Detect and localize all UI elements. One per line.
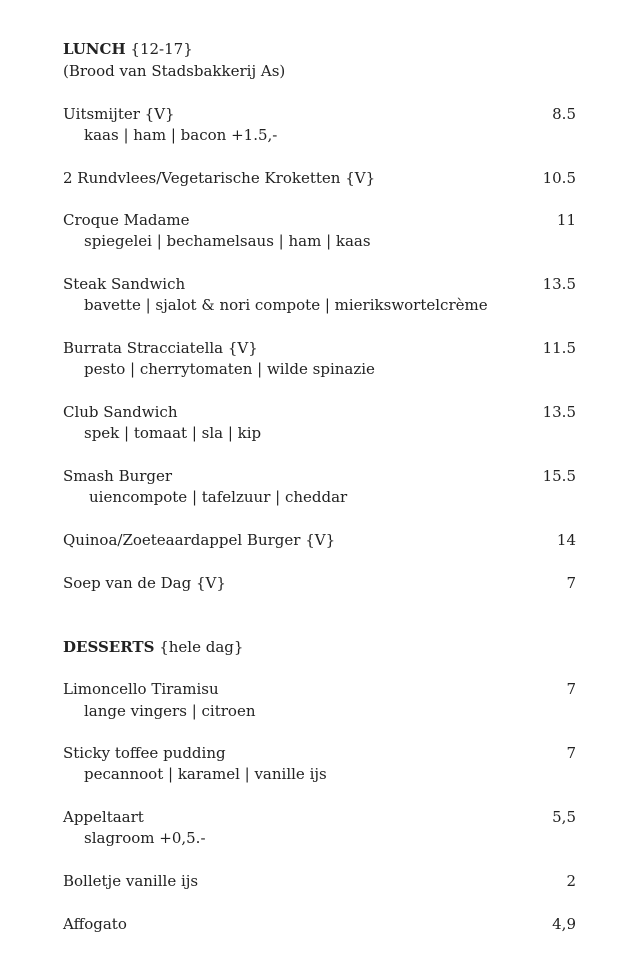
menu-item-description: uiencompote | tafelzuur | cheddar — [89, 488, 348, 506]
menu-item-name: Steak Sandwich — [63, 275, 186, 293]
menu-item-price: 7 — [566, 680, 576, 698]
menu-item-price: 7 — [566, 744, 576, 762]
menu-item-description: bavette | sjalot & nori compote | mierikswortelcrème — [84, 296, 488, 314]
menu-item-price: 13.5 — [542, 403, 576, 421]
menu-item-name: Uitsmijter {V} — [63, 105, 175, 123]
lunch-bread-note: (Brood van Stadsbakkerij As) — [63, 62, 286, 80]
desserts-hours: {hele dag} — [159, 638, 244, 656]
menu-item-description: pesto | cherrytomaten | wilde spinazie — [84, 360, 375, 378]
menu-item-price: 4,9 — [552, 915, 576, 933]
menu-item-name: Croque Madame — [63, 211, 190, 229]
desserts-title: DESSERTS — [63, 638, 155, 656]
menu-item-price: 10.5 — [542, 169, 576, 187]
menu-item-description: lange vingers | citroen — [84, 702, 256, 720]
menu-item-description: spek | tomaat | sla | kip — [84, 424, 262, 442]
menu-item-name: Limoncello Tiramisu — [63, 680, 219, 698]
menu-item-price: 11.5 — [542, 339, 576, 357]
menu-item-price: 8.5 — [552, 105, 576, 123]
menu-item-description: slagroom +0,5.- — [84, 829, 206, 847]
desserts-heading — [63, 640, 243, 655]
lunch-title: LUNCH — [63, 40, 126, 58]
menu-item-name: 2 Rundvlees/Vegetarische Kroketten {V} — [63, 169, 376, 187]
menu-item-price: 5,5 — [552, 808, 576, 826]
menu-item-description: pecannoot | karamel | vanille ijs — [84, 765, 327, 783]
lunch-hours: {12-17} — [130, 40, 193, 58]
menu-item-name: Appeltaart — [63, 808, 144, 826]
menu-item-price: 15.5 — [542, 467, 576, 485]
lunch-heading — [63, 42, 193, 57]
menu-item-name: Sticky toffee pudding — [63, 744, 226, 762]
menu-item-price: 13.5 — [542, 275, 576, 293]
menu-item-name: Affogato — [63, 915, 127, 933]
menu-item-name: Bolletje vanille ijs — [63, 872, 199, 890]
menu-item-name: Club Sandwich — [63, 403, 178, 421]
menu-item-name: Soep van de Dag {V} — [63, 574, 226, 592]
menu-item-price: 2 — [566, 872, 576, 890]
menu-item-price: 14 — [556, 531, 576, 549]
menu-item-price: 7 — [566, 574, 576, 592]
menu-item-name: Burrata Stracciatella {V} — [63, 339, 258, 357]
menu-item-price: 11 — [556, 211, 576, 229]
menu-item-name: Smash Burger — [63, 467, 173, 485]
menu-item-name: Quinoa/Zoeteaardappel Burger {V} — [63, 531, 336, 549]
menu-item-description: kaas | ham | bacon +1.5,- — [84, 126, 278, 144]
menu-item-description: spiegelei | bechamelsaus | ham | kaas — [84, 232, 371, 250]
